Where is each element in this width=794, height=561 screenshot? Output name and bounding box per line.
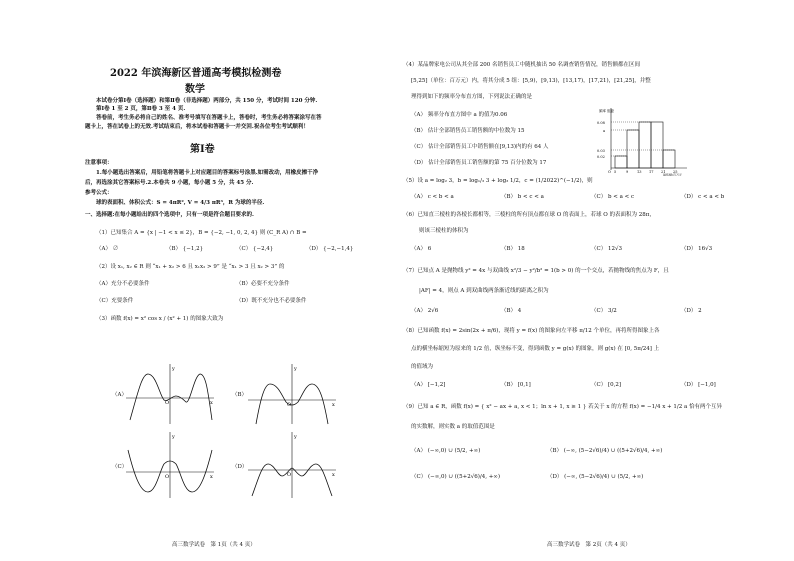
q6-option-d: （D） 16√3 [681,246,713,252]
q1-option-b: （B） {−1,2} [166,246,204,252]
q5-stem: （5）设 a = log₂ 3，b = log₁/₃ 3 + log₃ 1/2，c = (1/2022)^(−1/2)，则 [403,178,593,184]
q1-option-d: （D） {−2,−1,4} [306,246,354,252]
hist-xlabel: 销售额/百万元 [663,173,683,176]
footer-left: 高三数学试卷 第 1页（共 4 页） [172,542,256,548]
q8-option-a: （A） [−1,2] [411,382,446,388]
hist-ytick-0: 0.08 [597,121,605,125]
q4-stem-1: （4）某品牌家电公司从其全部 200 名销售员工中随机抽出 50 名调查销售情况，销售额都在区间 [403,62,640,68]
q6-option-a: （A） 6 [411,246,432,252]
q3-b-origin: O [287,402,292,408]
q3-b-axis-y: y [294,366,297,372]
q8-stem-3: 的值域为 [411,364,434,370]
q7-stem-2: |AF| = 4，则点 A 到双曲线两条渐近线的距离之积为 [419,288,549,294]
q3-graph-c [124,430,216,500]
q2-stem: （2）设 x₁, x₂ ∈ R 则 “x₁ + x₂ > 6 且 x₁x₂ > 9” 是 “x₁ > 3 且 x₂ > 3” 的 [96,264,285,270]
q5-option-d: （D） c < a < b [681,194,725,200]
hist-origin: O [608,170,611,174]
q3-graph-a [124,362,216,426]
hist-bar-4 [651,122,663,168]
q2-option-c: （C）充要条件 [96,298,134,304]
q3-label-c: （C） [112,464,128,470]
q6-stem-2: 则该三棱柱的体积为 [419,228,469,234]
q2-option-b: （B）必要不充分条件 [236,281,290,287]
q1-stem: （1）已知集合 A = {x | −1 < x ≤ 2}，B = {−2, −1, 0, 2, 4} 则 (C_R A) ∩ B = [96,230,307,236]
q9-stem-1: （9）已知 a ∈ R，函数 f(x) = { x² − ax + a, x < 1；ln x + 1, x ≥ 1 } 若关于 x 的方程 f(x) = −1/4 x + 1/2 a 恰有两个互异 [403,404,723,410]
note-line-2: 后，再选涂其它答案标号.2.本卷共 9 小题，每小题 5 分，共 45 分. [85,180,254,186]
q3-a-axis-y: y [172,366,175,372]
q5-option-c: （C） b < a < c [591,194,635,200]
part-title: 第Ⅰ卷 [190,144,215,155]
q4-stem-3: 理得到如下的频率分布直方图，下列说法正确的是 [411,94,533,100]
hist-bar-3 [639,122,651,168]
notes-title: 注意事项： [85,160,113,166]
q7-option-a: （A） 2√6 [411,308,439,314]
hist-ytick-2: 0.03 [597,149,605,153]
footer-right: 高三数学试卷 第 2页（共 4 页） [547,542,631,548]
hist-bar-5 [663,150,675,168]
q3-stem: （3）函数 f(x) = x² cos x / (x² + 1) 的图象大致为 [96,316,224,322]
hist-xtick-25: 25 [673,170,678,174]
q5-option-a: （A） c < b < a [411,194,454,200]
q7-stem-1: （7）已知点 A 是抛物线 y² = 4x 与双曲线 x²/3 − y²/b² = 1(b > 0) 的一个交点，若抛物线的焦点为 F，且 [403,268,669,274]
hist-xtick-9: 9 [626,170,629,174]
q4-option-d: （D） 估计全部销售员工销售额的第 75 百分位数为 17 [411,160,547,166]
hist-bar-2 [627,130,639,168]
page-right [397,0,794,561]
hist-ytick-3: 0.02 [597,155,605,159]
q4-option-a: （A） 频率分布直方图中 a 的值为0.06 [411,112,508,118]
q1-option-c: （C） {−2,4} [236,246,274,252]
q3-label-b: （B） [232,392,248,398]
q4-option-c: （C） 估计全部销售员工中销售额在[9,13)内的有 64 人 [411,144,549,150]
hist-xtick-5: 5 [614,170,617,174]
q3-d-axis-x: x [332,472,335,478]
q9-option-d: （D） (−∞, (5−2√6)/4) ∪ (5/2, +∞) [547,474,644,480]
q7-option-d: （D） 2 [681,308,702,314]
hist-xtick-21: 21 [661,170,666,174]
q3-d-origin: O [287,472,292,478]
q4-histogram [595,104,689,176]
q3-label-a: （A） [112,392,127,398]
q3-d-axis-y: y [294,434,297,440]
subject-title: 数学 [185,84,205,95]
q6-option-c: （C） 12√3 [591,246,622,252]
intro-line-1: 本试卷分第Ⅰ卷（选择题）和第Ⅱ卷（非选择题）两部分，共 150 分，考试时间 120 分钟. [96,98,318,104]
hist-ytick-1: a [603,129,606,133]
intro-line-3: 答卷前，考生务必将自己的姓名、准考号填写在答题卡上，答卷时，考生务必将答案涂写在答 [96,115,322,121]
hist-xtick-13: 13 [637,170,642,174]
q3-c-axis-y: y [172,434,175,440]
q3-graph-d [246,430,338,500]
q3-label-d: （D） [232,464,248,470]
q9-stem-2: 的实数解，则实数 a 的取值范围是 [411,424,495,430]
intro-line-2: 第Ⅰ卷 1 至 2 页，第Ⅱ卷 3 至 4 页. [96,106,186,112]
q3-a-axis-x: x [210,400,213,406]
q8-option-b: （B） [0,1] [501,382,531,388]
note-line-4: 球的表面积、体积公式：S = 4πR², V = 4/3 πR³，R 为球的半径. [96,200,265,206]
q9-option-a: （A） (−∞,0) ∪ (5/2, +∞) [411,448,481,454]
hist-xtick-17: 17 [649,170,654,174]
q9-option-c: （C） (−∞,0) ∪ ((5+2√6)/4, +∞) [411,474,501,480]
q2-option-a: （A）充分不必要条件 [96,281,150,287]
q3-graph-b [246,362,338,426]
q8-option-c: （C） [0,2] [591,382,621,388]
q9-option-b: （B） (−∞, (5−2√6)/4) ∪ ((5+2√6)/4, +∞) [547,448,663,454]
q3-a-origin: O [165,400,170,406]
q6-option-b: （B） 18 [501,246,525,252]
exam-title: 2022 年滨海新区普通高考模拟检测卷 [110,68,282,79]
q3-c-axis-x: x [210,474,213,480]
q8-option-d: （D） [−1,0] [681,382,716,388]
q3-c-origin: O [165,474,170,480]
note-line-3: 参考公式： [85,190,113,196]
q7-option-c: （C） 3/2 [591,308,617,314]
intro-line-4: 题卡上，答在试卷上的无效.考试结束后，将本试卷和答题卡一并交回.祝各位考生考试顺利！ [85,124,309,130]
q8-stem-1: （8）已知函数 f(x) = 2sin(2x + π/6)，现将 y = f(x) 的图象向左平移 π/12 个单位，再将所得图象上各 [403,328,660,334]
hist-bar-1 [615,156,627,168]
q3-b-axis-x: x [332,402,335,408]
hist-ylabel: 频率 组距 [599,109,615,113]
q1-option-a: （A） ∅ [96,246,119,252]
q4-stem-2: [5,25]（单位：百万元）内，将其分成 5 组：[5,9)，[9,13)，[13,17)，[17,21)，[21,25]，并整 [411,78,651,84]
q5-option-b: （B） b < c < a [501,194,544,200]
q7-option-b: （B） 4 [501,308,522,314]
q6-stem-1: （6）已知直三棱柱的各棱长都相等，三棱柱的所有顶点都在球 O 的表面上，若球 O 的表面积为 28π， [403,212,655,218]
q4-option-b: （B） 估计全部销售员工销售额的中位数为 15 [411,128,525,134]
q8-stem-2: 点的横坐标缩短为原来的 1/2 倍，纵坐标不变，得到函数 y = g(x) 的图象，则 g(x) 在 [0, 5π/24] 上 [411,346,660,352]
q2-option-d: （D）既不充分也不必要条件 [236,298,307,304]
section-1-title: 一、选择题:在每小题给出的四个选项中，只有一项是符合题目要求的. [85,212,254,218]
note-line-1: 1.每小题选出答案后，用铅笔将答题卡上对应题目的答案标号涂黑.如需改动，用橡皮擦干净 [96,170,319,176]
